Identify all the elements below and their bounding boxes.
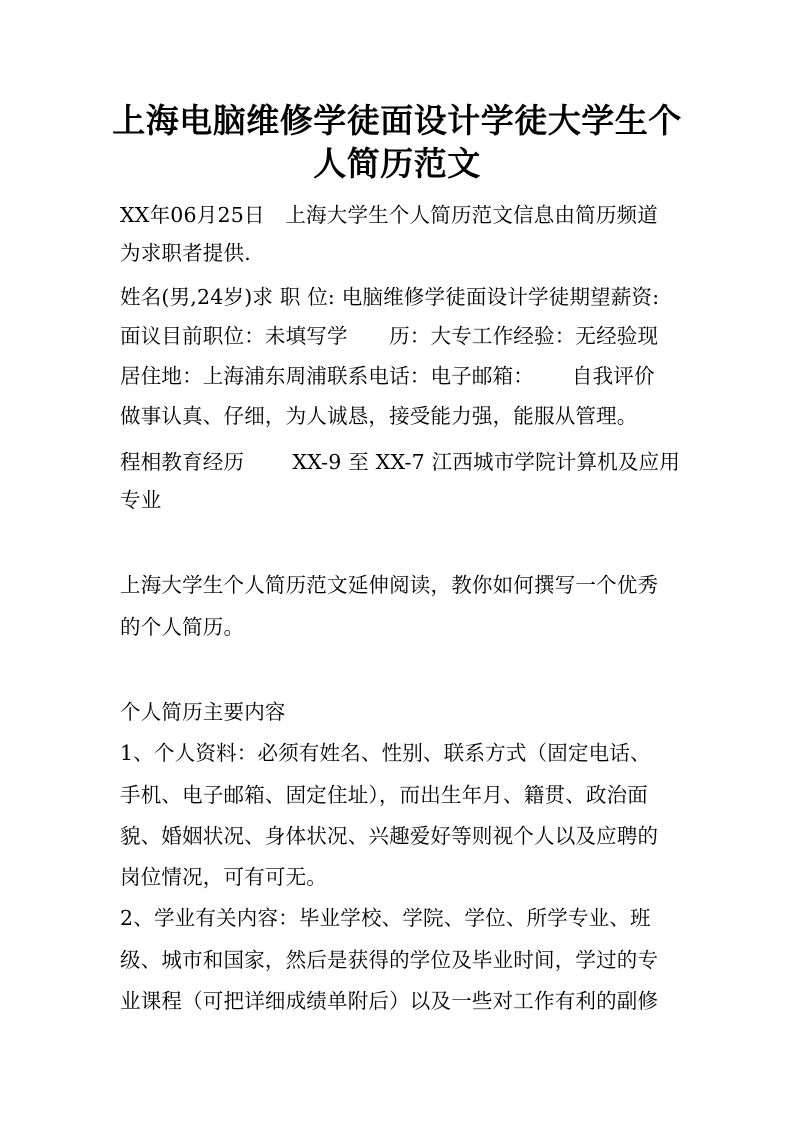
body-line-15: 岗位情况，可有可无。: [120, 865, 327, 889]
body-line-1: XX年06月25日 上海大学生个人简历范文信息由简历频道: [120, 203, 658, 227]
body-line-10: 的个人简历。: [120, 615, 245, 639]
body-line-12: 1、个人资料：必须有姓名、性别、联系方式（固定电话、: [120, 741, 651, 765]
body-line-2: 为求职者提供.: [120, 241, 251, 265]
body-line-11: 个人简历主要内容: [120, 700, 286, 724]
document-title-line-1: 上海电脑维修学徒面设计学徒大学生个: [112, 101, 682, 140]
body-line-17: 级、城市和国家，然后是获得的学位及毕业时间，学过的专: [120, 948, 659, 972]
body-line-3: 姓名(男,24岁)求 职 位: 电脑维修学徒面设计学徒期望薪资:: [120, 285, 660, 309]
body-line-7: 程相教育经历 XX-9 至 XX-7 江西城市学院计算机及应用: [120, 450, 681, 474]
body-line-6: 做事认真、仔细，为人诚恳，接受能力强，能服从管理。: [120, 404, 638, 428]
body-line-4: 面议目前职位：未填写学 历：大专工作经验：无经验现: [120, 324, 659, 348]
body-line-8: 专业: [120, 488, 162, 512]
body-line-13: 手机、电子邮箱、固定住址），而出生年月、籍贯、政治面: [120, 783, 648, 807]
body-line-14: 貌、婚姻状况、身体状况、兴趣爱好等则视个人以及应聘的: [120, 824, 659, 848]
body-line-16: 2、学业有关内容：毕业学校、学院、学位、所学专业、班: [120, 906, 651, 930]
body-line-9: 上海大学生个人简历范文延伸阅读，教你如何撰写一个优秀: [120, 573, 659, 597]
body-line-18: 业课程（可把详细成绩单附后）以及一些对工作有利的副修: [120, 989, 659, 1013]
document-title-line-2: 人简历范文: [313, 144, 481, 183]
body-line-5: 居住地：上海浦东周浦联系电话：电子邮箱： 自我评价: [120, 364, 655, 388]
